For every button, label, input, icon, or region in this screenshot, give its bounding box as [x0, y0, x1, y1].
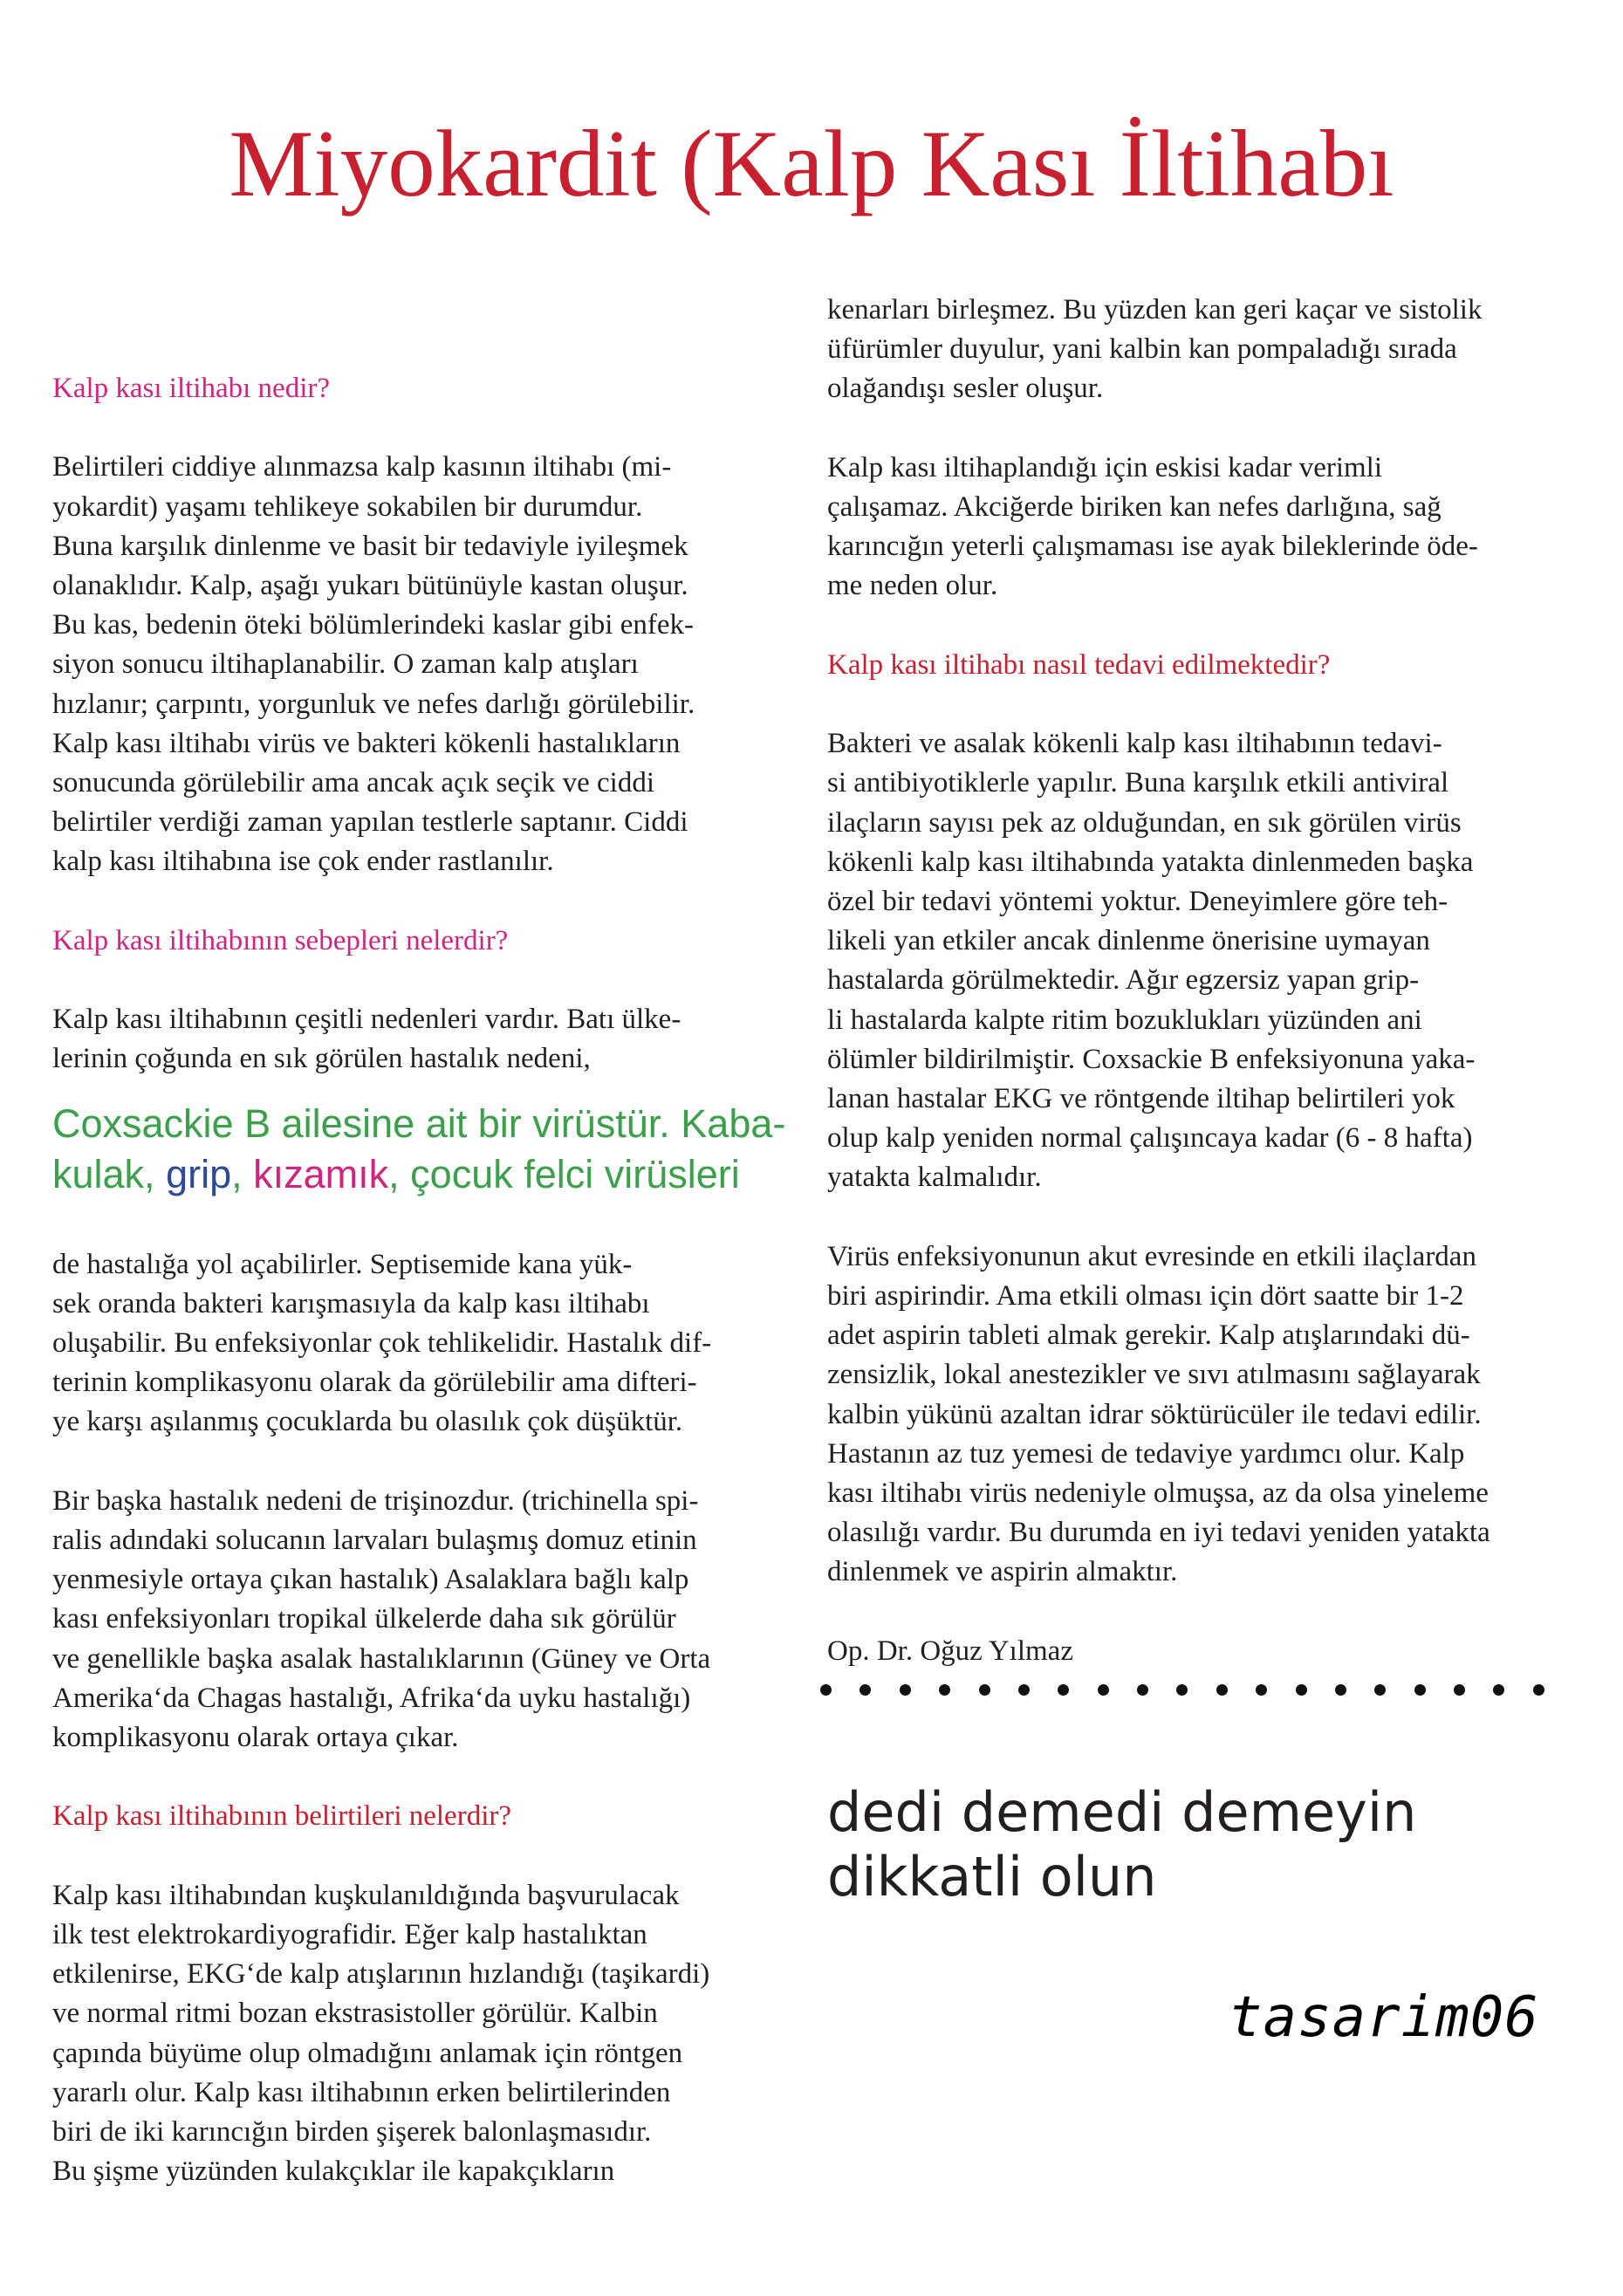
highlight-virus-text: [52, 1099, 803, 1200]
divider-dot: [1256, 1684, 1267, 1696]
divider-dot: [1533, 1684, 1544, 1696]
highlight-grip: grip: [166, 1151, 232, 1196]
divider-dot: [1493, 1684, 1504, 1696]
divider-dot: [979, 1684, 990, 1696]
divider-dot: [1414, 1684, 1426, 1696]
heading-treatment: Kalp kası iltihabı nasıl tedavi edilmektedir?: [827, 648, 1331, 681]
divider-dot: [1335, 1684, 1346, 1696]
page-title: Miyokardit (Kalp Kası İltihabı: [229, 111, 1394, 216]
divider-dot: [900, 1684, 911, 1696]
highlight-separator: ,: [231, 1151, 254, 1196]
paragraph-aspirin: Virüs enfeksiyonunun akut evresinde en etkili ilaçlardan biri aspirindir. Ama etkili olması için dört saatte bir 1-2 adet aspirin tableti almak gerekir. Kalp atışlarındaki dü- zensizlik, lokal anestezikler ve sıvı atılmasını sağlayarak kalbin yükünü azaltan idrar söktürücüler ile tedavi edilir. Hastanın az tuz yemesi de tedaviye yardımcı olur. Kalp kası iltihabı virüs nedeniyle olmuşsa, az da olsa yineleme olasılığı vardır. Bu durumda en iyi tedavi yeniden yatakta dinlenmek ve aspirin almaktır.: [827, 1240, 1490, 1588]
slogan: dedi demedi demeyin dikkatli olun: [827, 1780, 1417, 1909]
paragraph-trichinosis: Bir başka hastalık nedeni de trişinozdur. (trichinella spi- ralis adındaki solucanın larvaları bulaşmış domuz etinin yenmesiyle ortaya çıkan hastalık) Asalaklara bağlı kalp kası enfeksiyonları tropikal ülkelerde daha sık görülür ve genellikle başka asalak hastalıklarının (Güney ve Orta Amerika‘da Chagas hastalığı, Afrika‘da uyku hastalığı) komplikasyonu olarak ortaya çıkar.: [52, 1484, 711, 1754]
divider-dot: [1098, 1684, 1109, 1696]
divider-dot: [939, 1684, 950, 1696]
author: Op. Dr. Oğuz Yılmaz: [827, 1635, 1073, 1667]
heading-causes: Kalp kası iltihabının sebepleri nelerdir?: [52, 924, 509, 956]
divider-dot: [1058, 1684, 1069, 1696]
heading-symptoms: Kalp kası iltihabının belirtileri nelerdir?: [52, 1800, 512, 1833]
paragraph-causes: Kalp kası iltihabının çeşitli nedenleri vardır. Batı ülke- lerinin çoğunda en sık görülen hastalık nedeni,: [52, 1004, 681, 1075]
paragraph-septicemia: de hastalığa yol açabilirler. Septisemide kana yük- sek oranda bakteri karışmasıyla da kalp kası iltihabı oluşabilir. Bu enfeksiyonlar çok tehlikelidir. Hastalık dif- terinin komplikasyonu olarak da görülebilir ama difteri- ye karşı aşılanmış çocuklarda bu olasılık çok düşüktür.: [52, 1248, 712, 1438]
paragraph-efficiency: Kalp kası iltihaplandığı için eskisi kadar verimli çalışamaz. Akciğerde biriken kan nefes darlığına, sağ karıncığın yeterli çalışmaması ise ayak bileklerinde öde- me neden olur.: [827, 451, 1478, 602]
heading-what-is: Kalp kası iltihabı nedir?: [52, 373, 330, 404]
divider-dot: [1018, 1684, 1030, 1696]
designer-signature: tasarim06: [1229, 1985, 1539, 2050]
divider-dot: [1296, 1684, 1307, 1696]
divider-dot: [1216, 1684, 1228, 1696]
left-column: [52, 369, 803, 2231]
highlight-virus-part2: , çocuk felci virüsleri: [388, 1151, 740, 1196]
highlight-virus-part1: Coxsackie B ailesine ait bir virüstür. Kaba- kulak,: [52, 1100, 786, 1196]
divider-dot: [1454, 1684, 1465, 1696]
dotted-divider: [820, 1684, 1544, 1696]
divider-dot: [859, 1684, 871, 1696]
paragraph-symptoms: Kalp kası iltihabından kuşkulanıldığında başvurulacak ilk test elektrokardiyografidir. Eğer kalp hastalıktan etkilenirse, EKG‘de kalp atışlarının hızlandığı (taşikardi) ve normal ritmi bozan ekstrasistoller görülür. Kalbin çapında büyüme olup olmadığını anlamak için röntgen yararlı olur. Kalp kası iltihabının erken belirtilerinden biri de iki karıncığın birden şişerek balonlaşmasıdır. Bu şişme yüzünden kulakçıklar ile kapakçıkların: [52, 1879, 710, 2188]
divider-dot: [1176, 1684, 1188, 1696]
paragraph-continued: kenarları birleşmez. Bu yüzden kan geri kaçar ve sistolik üfürümler duyulur, yani kalbin kan pompaladığı sırada olağandışı sesler oluşur.: [827, 294, 1483, 405]
divider-dot: [820, 1684, 832, 1696]
highlight-kizamik: kızamık: [253, 1151, 389, 1196]
divider-dot: [1374, 1684, 1386, 1696]
paragraph-intro: Belirtileri ciddiye alınmazsa kalp kasının iltihabı (mi- yokardit) yaşamı tehlikeye sokabilen bir durumdur. Buna karşılık dinlenme ve basit bir tedaviyle iyileşmek olanaklıdır. Kalp, aşağı yukarı bütünüyle kastan oluşur. Bu kas, bedenin öteki bölümlerindeki kaslar gibi enfek- siyon sonucu iltihaplanabilir. O zaman kalp atışları hızlanır; çarpıntı, yorgunluk ve nefes darlığı görülebilir. Kalp kası iltihabı virüs ve bakteri kökenli hastalıkların sonucunda görülebilir ama ancak açık seçik ve ciddi belirtiler verdiği zaman yapılan testlerle saptanır. Ciddi kalp kası iltihabına ise çok ender rastlanılır.: [52, 451, 695, 878]
divider-dot: [1137, 1684, 1148, 1696]
right-column: [827, 291, 1578, 1710]
paragraph-treatment: Bakteri ve asalak kökenli kalp kası iltihabının tedavi- si antibiyotiklerle yapılır. Buna karşılık etkili antiviral ilaçların sayısı pek az olduğundan, en sık görülen virüs kökenli kalp kası iltihabında yatakta dinlenmeden başka özel bir tedavi yöntemi yoktur. Deneyimlere göre teh- likeli yan etkiler ancak dinlenme önerisine uymayan hastalarda görülmektedir. Ağır egzersiz yapan grip- li hastalarda kalpte ritim bozuklukları yüzünden ani ölümler bildirilmiştir. Coxsackie B enfeksiyonuna yaka- lanan hastalar EKG ve röntgende iltihap belirtileri yok olup kalp yeniden normal çalışıncaya kadar (6 - 8 hafta) yatakta kalmalıdır.: [827, 728, 1476, 1194]
